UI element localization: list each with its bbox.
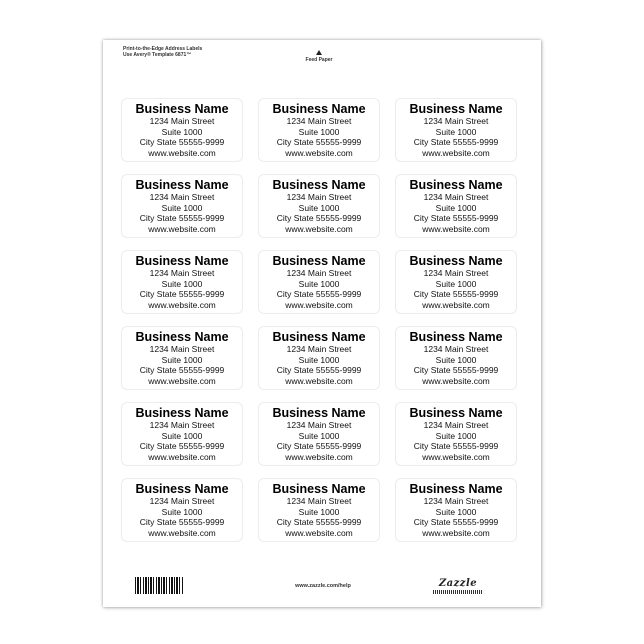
- address-label: [258, 326, 380, 390]
- suite-number: Suite 1000: [435, 202, 477, 213]
- street-address: 1234 Main Street: [423, 344, 489, 354]
- suite-number: Suite 1000: [435, 430, 477, 441]
- business-name: Business Name: [272, 406, 366, 420]
- website: www.website.com: [285, 451, 353, 462]
- business-name: Business Name: [272, 102, 366, 116]
- suite-number: Suite 1000: [435, 278, 477, 289]
- suite-number: Suite 1000: [435, 126, 477, 137]
- street-address: 1234 Main Street: [149, 192, 215, 202]
- street-address: 1234 Main Street: [286, 496, 352, 506]
- street-address: 1234 Main Street: [286, 116, 352, 126]
- address-label: [258, 174, 380, 238]
- city-state-zip: City State 55555-9999: [139, 213, 225, 223]
- arrow-up-icon: [316, 50, 322, 55]
- website: www.website.com: [148, 527, 216, 538]
- business-name: Business Name: [272, 178, 366, 192]
- business-name: Business Name: [135, 254, 229, 268]
- address-label: [121, 478, 243, 542]
- suite-number: Suite 1000: [161, 202, 203, 213]
- website: www.website.com: [422, 299, 490, 310]
- city-state-zip: City State 55555-9999: [276, 441, 362, 451]
- suite-number: Suite 1000: [298, 126, 340, 137]
- suite-number: Suite 1000: [161, 430, 203, 441]
- business-name: Business Name: [409, 254, 503, 268]
- help-url: www.zazzle.com/help: [295, 583, 351, 589]
- address-label: [395, 402, 517, 466]
- website: www.website.com: [422, 375, 490, 386]
- sheet-title: Print-to-the-Edge Address Labels: [123, 46, 203, 52]
- label-grid: [121, 98, 521, 542]
- street-address: 1234 Main Street: [286, 192, 352, 202]
- city-state-zip: City State 55555-9999: [139, 289, 225, 299]
- business-name: Business Name: [409, 406, 503, 420]
- street-address: 1234 Main Street: [423, 420, 489, 430]
- address-label: [121, 402, 243, 466]
- suite-number: Suite 1000: [435, 354, 477, 365]
- label-sheet: [103, 40, 541, 607]
- website: www.website.com: [285, 527, 353, 538]
- city-state-zip: City State 55555-9999: [413, 517, 499, 527]
- street-address: 1234 Main Street: [423, 116, 489, 126]
- street-address: 1234 Main Street: [286, 268, 352, 278]
- website: www.website.com: [148, 375, 216, 386]
- business-name: Business Name: [135, 406, 229, 420]
- website: www.website.com: [285, 223, 353, 234]
- address-label: [395, 478, 517, 542]
- brand-logo: [433, 578, 483, 594]
- suite-number: Suite 1000: [161, 126, 203, 137]
- feed-label: Feed Paper: [305, 57, 333, 63]
- logo-stripes: [433, 590, 483, 594]
- city-state-zip: City State 55555-9999: [139, 365, 225, 375]
- website: www.website.com: [148, 451, 216, 462]
- suite-number: Suite 1000: [161, 278, 203, 289]
- website: www.website.com: [148, 299, 216, 310]
- website: www.website.com: [285, 299, 353, 310]
- suite-number: Suite 1000: [298, 354, 340, 365]
- city-state-zip: City State 55555-9999: [139, 441, 225, 451]
- website: www.website.com: [285, 375, 353, 386]
- business-name: Business Name: [272, 254, 366, 268]
- address-label: [395, 174, 517, 238]
- address-label: [395, 326, 517, 390]
- street-address: 1234 Main Street: [149, 344, 215, 354]
- address-label: [121, 98, 243, 162]
- website: www.website.com: [422, 451, 490, 462]
- city-state-zip: City State 55555-9999: [413, 213, 499, 223]
- address-label: [395, 250, 517, 314]
- street-address: 1234 Main Street: [149, 268, 215, 278]
- suite-number: Suite 1000: [435, 506, 477, 517]
- street-address: 1234 Main Street: [423, 496, 489, 506]
- template-note: Use Avery® Template 6871™: [123, 52, 192, 58]
- city-state-zip: City State 55555-9999: [413, 365, 499, 375]
- website: www.website.com: [422, 527, 490, 538]
- city-state-zip: City State 55555-9999: [276, 289, 362, 299]
- city-state-zip: City State 55555-9999: [413, 441, 499, 451]
- address-label: [258, 250, 380, 314]
- business-name: Business Name: [409, 102, 503, 116]
- street-address: 1234 Main Street: [149, 420, 215, 430]
- website: www.website.com: [285, 147, 353, 158]
- feed-indicator: [299, 50, 339, 63]
- business-name: Business Name: [135, 102, 229, 116]
- address-label: [121, 174, 243, 238]
- city-state-zip: City State 55555-9999: [276, 365, 362, 375]
- street-address: 1234 Main Street: [423, 192, 489, 202]
- city-state-zip: City State 55555-9999: [413, 289, 499, 299]
- address-label: [395, 98, 517, 162]
- business-name: Business Name: [135, 178, 229, 192]
- address-label: [258, 402, 380, 466]
- city-state-zip: City State 55555-9999: [276, 517, 362, 527]
- city-state-zip: City State 55555-9999: [413, 137, 499, 147]
- address-label: [258, 478, 380, 542]
- business-name: Business Name: [272, 482, 366, 496]
- city-state-zip: City State 55555-9999: [139, 517, 225, 527]
- street-address: 1234 Main Street: [423, 268, 489, 278]
- sheet-header: [123, 46, 202, 58]
- address-label: [258, 98, 380, 162]
- street-address: 1234 Main Street: [149, 496, 215, 506]
- barcode-icon: [135, 577, 183, 594]
- street-address: 1234 Main Street: [149, 116, 215, 126]
- suite-number: Suite 1000: [298, 202, 340, 213]
- website: www.website.com: [148, 223, 216, 234]
- city-state-zip: City State 55555-9999: [276, 213, 362, 223]
- business-name: Business Name: [409, 178, 503, 192]
- zazzle-logo-icon: Zazzle: [438, 578, 478, 589]
- business-name: Business Name: [135, 330, 229, 344]
- suite-number: Suite 1000: [298, 430, 340, 441]
- business-name: Business Name: [409, 330, 503, 344]
- website: www.website.com: [148, 147, 216, 158]
- business-name: Business Name: [272, 330, 366, 344]
- city-state-zip: City State 55555-9999: [139, 137, 225, 147]
- website: www.website.com: [422, 147, 490, 158]
- suite-number: Suite 1000: [161, 354, 203, 365]
- business-name: Business Name: [135, 482, 229, 496]
- business-name: Business Name: [409, 482, 503, 496]
- city-state-zip: City State 55555-9999: [276, 137, 362, 147]
- suite-number: Suite 1000: [161, 506, 203, 517]
- suite-number: Suite 1000: [298, 278, 340, 289]
- street-address: 1234 Main Street: [286, 420, 352, 430]
- address-label: [121, 250, 243, 314]
- street-address: 1234 Main Street: [286, 344, 352, 354]
- suite-number: Suite 1000: [298, 506, 340, 517]
- website: www.website.com: [422, 223, 490, 234]
- address-label: [121, 326, 243, 390]
